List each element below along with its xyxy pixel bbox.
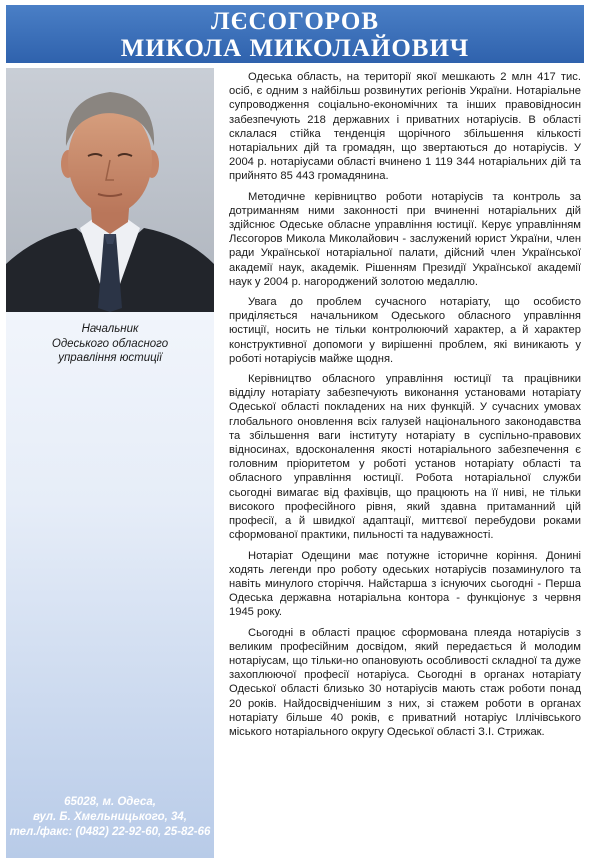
paragraph: Методичне керівництво роботи нотаріусів та контроль за дотриманням ними законності при вчиненні нотаріальних дій здійснює Одеське обласне управління юстиції. Керує управлінням Лєсогоров Микола Миколайович - заслужений юрист України, член ради Української нотаріальної палати, дійсний член Української академії наук, академік. Рішенням Президії Української академії наук у 2004 р. нагороджений золотою медаллю. [229,190,581,288]
person-name: МИКОЛА МИКОЛАЙОВИЧ [120,35,470,62]
caption-line: Начальник [81,323,139,335]
article-body [229,70,581,745]
address-city: 65028, м. Одеса, [64,796,156,808]
paragraph: Одеська область, на території якої мешкають 2 млн 417 тис. осіб, є одним з найбільш розвинутих регіонів України. Нотаріальне супроводження соціально-економічних та інших правовідносин забезпечують 218 державних і приватних нотаріусів. В області склалася стійка тенденція щорічного збільшення кількості нотаріальних дій та громадян, що звертаються до нотаріусів. У 2004 р. нотаріусами області вчинено 1 119 344 нотаріальних дій та прийнято 85 443 громадянина. [229,71,581,183]
caption-line: управління юстиції [58,352,162,364]
contact-address [6,795,214,840]
address-phone: тел./факс: (0482) 22-92-60, 25-82-66 [9,826,211,838]
paragraph: Нотаріат Одещини має потужне історичне коріння. Донині ходять легенди про роботу одеських нотаріусів позаминулого та навіть минулого сторіччя. Найстарша з існуючих сьогодні - Перша Одеська державна нотаріальна контора - функціонує з червня 1945 року. [229,549,581,619]
portrait-photo [6,68,214,312]
person-surname: ЛЄСОГОРОВ [210,8,380,35]
sidebar [6,68,214,858]
header-banner [6,5,584,63]
paragraph: Керівництво обласного управління юстиції та працівники відділу нотаріату забезпечують виконання установами нотаріату Одеської області покладених на них функцій. У сучасних умовах глобального оновлення всіх галузей національного законодавства та збільшення ваги інституту нотаріату в суспільно-правових відносинах, вдосконалення якості нотаріального забезпечення є головним пріоритетом у роботі установ нотаріату області та обласного управління юстиції. Робота нотаріальної служби сьогодні вимагає від фахівців, що працюють на її ниві, не тільки високого професійного рівня, який здавна притаманний цій професії, а й швидкої адаптації, миттєвої перебудови роками сформованої практики, пильності та надуважності. [229,373,581,542]
portrait-icon [6,68,214,312]
position-caption [6,322,214,366]
paragraph: Увага до проблем сучасного нотаріату, що особисто приділяється начальником Одеського обласного управління юстиції, носить не тільки контролюючий характер, а й характер конструктивної допомоги у вирішенні проблем, які виникають у роботі нотаріусів майже щодня. [229,296,581,365]
address-street: вул. Б. Хмельницького, 34, [32,811,187,823]
paragraph: Сьогодні в області працює сформована плеяда нотаріусів з великим професійним досвідом, який передається й молодим нотаріусам, що тільки-но опановують особливості складної та дуже захоплюючої професії нотаріуса. Сьогодні в органах нотаріату Одеської області близько 30 нотаріусів мають стаж роботи понад 20 років. Найдосвідченішим з них, зі стажем роботи в органах нотаріату більше 40 років, є приватний нотаріус Іллічівського міського нотаріального округу Одеської області З.І. Стрижак. [229,626,581,738]
caption-line: Одеського обласного [51,337,169,350]
